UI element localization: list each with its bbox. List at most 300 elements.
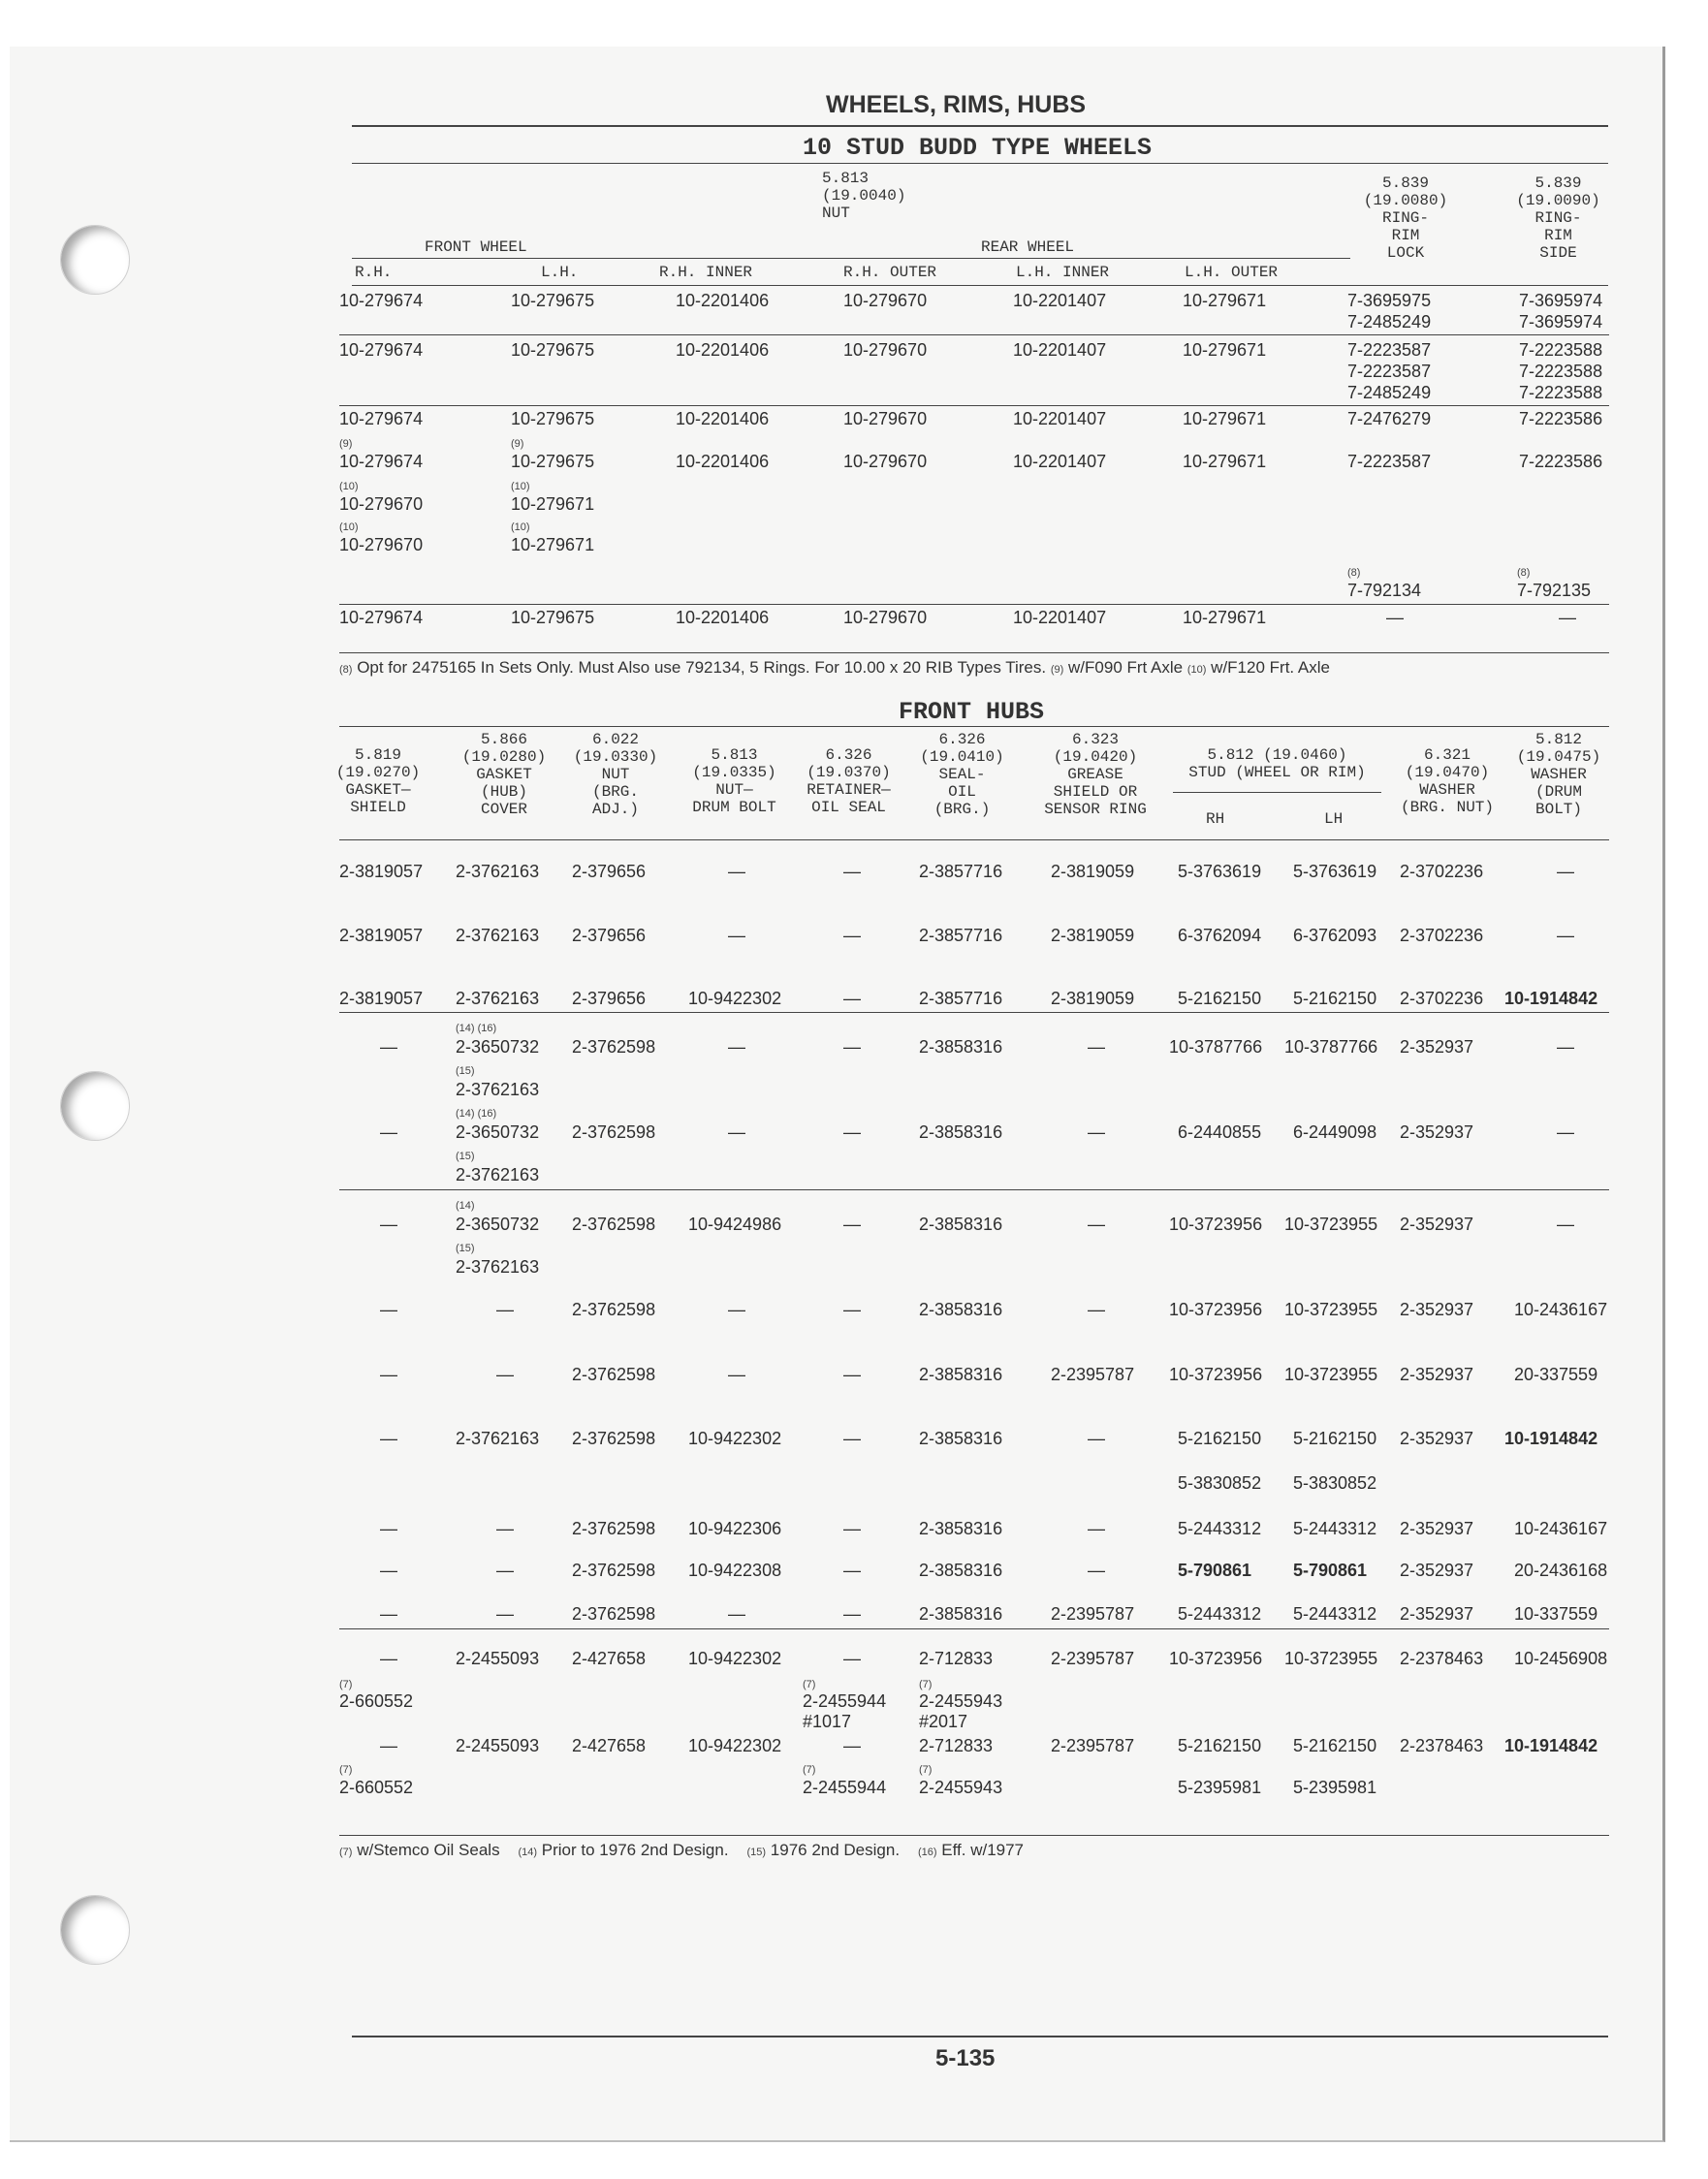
- cell-gasket-shield: 2-3819057: [339, 926, 424, 945]
- hubs-header-rule: [339, 839, 1609, 840]
- cell-gasket-shield: —: [380, 1037, 397, 1057]
- binder-hole-middle: [60, 1071, 130, 1141]
- footnote-ref: (7): [919, 1679, 933, 1690]
- cell-nut-brg-adj: 2-3762598: [572, 1519, 656, 1538]
- cell-washer-brg-nut: 2-3702236: [1400, 989, 1484, 1008]
- cell-grease-shield: —: [1088, 1561, 1105, 1580]
- cell-rh-outer: 10-279670: [843, 291, 928, 310]
- cell-washer-drum-bolt: 10-2436167: [1514, 1519, 1608, 1538]
- cell-retainer-oil-seal: —: [843, 989, 861, 1008]
- footnote-ref: (15): [456, 1243, 475, 1254]
- cell-washer-brg-nut: 2-352937: [1400, 1604, 1474, 1624]
- cell-lh-inner: 10-2201407: [1013, 452, 1107, 471]
- cell-gasket-hub-cover: 2-3762163: [456, 1080, 540, 1099]
- cell-lh: 10-279675: [511, 452, 595, 471]
- footnote-ref: (15): [456, 1151, 475, 1162]
- footnote-ref: (9): [511, 438, 524, 450]
- cell-nut-drum-bolt: 10-9422302: [688, 1649, 782, 1668]
- cell-lh: 10-279671: [511, 494, 595, 514]
- cell-nut-drum-bolt: —: [728, 1604, 745, 1624]
- cell-stud-rh: 10-3723956: [1169, 1649, 1263, 1668]
- page-number: 5-135: [935, 2045, 996, 2071]
- cell-stud-rh: 10-3723956: [1169, 1300, 1263, 1319]
- cell-washer-drum-bolt: 10-2436167: [1514, 1300, 1608, 1319]
- cell-grease-shield: 2-3819059: [1051, 989, 1135, 1008]
- cell-lock: 7-2223587: [1347, 362, 1432, 381]
- cell-gasket-hub-cover: —: [496, 1365, 514, 1384]
- cell-washer-drum-bolt: 10-337559: [1514, 1604, 1598, 1624]
- cell-retainer-oil-seal: —: [843, 1037, 861, 1057]
- cell-stud-lh: 5-2162150: [1293, 1736, 1377, 1755]
- cell-rh-inner: 10-2201406: [676, 291, 770, 310]
- footnote-ref: (7): [919, 1764, 933, 1776]
- cell-retainer-oil-seal: —: [843, 1736, 861, 1755]
- cell-gasket-shield: 2-3819057: [339, 862, 424, 881]
- cell-washer-brg-nut: 2-2378463: [1400, 1736, 1484, 1755]
- cell-nut-brg-adj: 2-3762598: [572, 1300, 656, 1319]
- cell-lh-inner: 10-2201407: [1013, 291, 1107, 310]
- cell-stud-rh: 6-2440855: [1178, 1122, 1262, 1142]
- cell-nut-drum-bolt: 10-9422302: [688, 1736, 782, 1755]
- cell-stud-lh: 10-3723955: [1284, 1649, 1378, 1668]
- cell-gasket-hub-cover: 2-2455093: [456, 1649, 540, 1668]
- cell-seal-oil: 2-3858316: [919, 1561, 1003, 1580]
- row-rule: [339, 1628, 1609, 1629]
- cell-gasket-hub-cover: 2-3762163: [456, 926, 540, 945]
- cell-stud-rh: 10-3723956: [1169, 1365, 1263, 1384]
- cell-lh: 10-279675: [511, 340, 595, 360]
- cell-grease-shield: 2-2395787: [1051, 1736, 1135, 1755]
- cell-rh: 10-279674: [339, 452, 424, 471]
- hub-rh-header: RH: [1206, 810, 1225, 828]
- cell-stud-lh: 6-3762093: [1293, 926, 1377, 945]
- cell-seal-oil: 2-3857716: [919, 989, 1003, 1008]
- cell-lh-outer: 10-279671: [1183, 409, 1267, 428]
- cell-nut-brg-adj: 2-379656: [572, 989, 647, 1008]
- cell-gasket-shield: 2-660552: [339, 1778, 414, 1797]
- cell-nut-drum-bolt: —: [728, 1037, 745, 1057]
- hubs-section-title: FRONT HUBS: [899, 698, 1045, 726]
- cell-side: 7-3695974: [1519, 291, 1603, 310]
- cell-rh: 10-279674: [339, 291, 424, 310]
- rear-wheel-header: REAR WHEEL: [981, 238, 1075, 256]
- row-rule: [339, 604, 1609, 605]
- footnote-text: w/F120 Frt. Axle: [1211, 658, 1330, 677]
- cell-nut-brg-adj: 2-3762598: [572, 1365, 656, 1384]
- footnote-ref: (10): [511, 521, 530, 533]
- cell-gasket-shield: —: [380, 1736, 397, 1755]
- cell-gasket-shield: —: [380, 1561, 397, 1580]
- cell-seal-oil: 2-712833: [919, 1649, 994, 1668]
- cell-side: 7-792135: [1517, 581, 1592, 600]
- row-rule: [339, 334, 1609, 335]
- footnote-ref: (15): [746, 1847, 767, 1858]
- footnote-ref: (14): [456, 1200, 475, 1212]
- cell-washer-drum-bolt: 10-2456908: [1514, 1649, 1608, 1668]
- cell-washer-drum-bolt: —: [1557, 1037, 1574, 1057]
- cell-gasket-shield: —: [380, 1300, 397, 1319]
- cell-gasket-shield: 2-660552: [339, 1691, 414, 1711]
- cell-stud-lh: 5-2162150: [1293, 989, 1377, 1008]
- footnote-text: Prior to 1976 2nd Design.: [541, 1841, 729, 1859]
- cell-nut-drum-bolt: 10-9422306: [688, 1519, 782, 1538]
- cell-nut-brg-adj: 2-3762598: [572, 1429, 656, 1448]
- cell-retainer-oil-seal: —: [843, 1215, 861, 1234]
- cell-gasket-shield: 2-3819057: [339, 989, 424, 1008]
- cell-stud-lh: 10-3723955: [1284, 1215, 1378, 1234]
- footnote-text: 1976 2nd Design.: [770, 1841, 901, 1859]
- cell-lh: 10-279675: [511, 291, 595, 310]
- cell-lock: 7-2485249: [1347, 312, 1432, 332]
- cell-washer-brg-nut: 2-352937: [1400, 1037, 1474, 1057]
- cell-retainer-oil-seal: —: [843, 1604, 861, 1624]
- cell-lh-inner: 10-2201407: [1013, 340, 1107, 360]
- cell-gasket-hub-cover: —: [496, 1519, 514, 1538]
- cell-stud-lh: 5-2162150: [1293, 1429, 1377, 1448]
- cell-stud-rh: 5-3830852: [1178, 1473, 1262, 1493]
- cell-gasket-hub-cover: —: [496, 1300, 514, 1319]
- hub-col4-header: 5.813 (19.0335) NUT— DRUM BOLT: [692, 746, 776, 816]
- footnote-ref: (9): [339, 438, 353, 450]
- footer-rule: [352, 2036, 1608, 2037]
- page-title: WHEELS, RIMS, HUBS: [826, 91, 1087, 118]
- cell-stud-lh: 5-2395981: [1293, 1778, 1377, 1797]
- cell-lh: 10-279675: [511, 409, 595, 428]
- cell-gasket-hub-cover: 2-3650732: [456, 1122, 540, 1142]
- cell-washer-brg-nut: 2-352937: [1400, 1365, 1474, 1384]
- footnote-text: Eff. w/1977: [941, 1841, 1025, 1859]
- cell-washer-drum-bolt: —: [1557, 862, 1574, 881]
- cell-side: 7-2223588: [1519, 340, 1603, 360]
- nut-header: 5.813 (19.0040) NUT: [822, 170, 906, 222]
- cell-nut-drum-bolt: 10-9422302: [688, 1429, 782, 1448]
- cell-stud-rh: 5-2162150: [1178, 1429, 1262, 1448]
- footnote-ref: (16): [917, 1847, 937, 1858]
- cell-lh-inner: 10-2201407: [1013, 608, 1107, 627]
- cell-nut-brg-adj: 2-427658: [572, 1736, 647, 1755]
- cell-washer-brg-nut: 2-3702236: [1400, 862, 1484, 881]
- cell-seal-oil: 2-3858316: [919, 1300, 1003, 1319]
- row-rule: [339, 405, 1609, 406]
- rh-outer-header: R.H. OUTER: [843, 264, 937, 281]
- cell-grease-shield: —: [1088, 1300, 1105, 1319]
- cell-washer-brg-nut: 2-3702236: [1400, 926, 1484, 945]
- hubs-bottom-rule: [339, 1835, 1609, 1836]
- cell-rh-outer: 10-279670: [843, 409, 928, 428]
- cell-lock: 7-2223587: [1347, 452, 1432, 471]
- cell-stud-rh: 10-3723956: [1169, 1215, 1263, 1234]
- hubs-footnotes: [339, 1841, 1024, 1860]
- cell-lock: 7-792134: [1347, 581, 1422, 600]
- cell-washer-drum-bolt: 10-1914842: [1504, 1736, 1598, 1755]
- wheels-bottom-rule: [339, 652, 1609, 653]
- footnote-ref: (8): [339, 664, 353, 676]
- cell-nut-drum-bolt: 10-9424986: [688, 1215, 782, 1234]
- cell-seal-oil: #2017: [919, 1712, 968, 1731]
- cell-seal-oil: 2-2455943: [919, 1778, 1003, 1797]
- hub-col6-header: 6.326 (19.0410) SEAL- OIL (BRG.): [920, 731, 1004, 818]
- cell-stud-rh: 5-790861: [1178, 1561, 1252, 1580]
- cell-washer-drum-bolt: 20-337559: [1514, 1365, 1598, 1384]
- footnote-ref: (15): [456, 1065, 475, 1077]
- cell-washer-drum-bolt: 10-1914842: [1504, 1429, 1598, 1448]
- footnote-ref: (7): [339, 1847, 353, 1858]
- wheel-header-rule: [352, 285, 1608, 286]
- cell-stud-rh: 6-3762094: [1178, 926, 1262, 945]
- cell-gasket-shield: —: [380, 1649, 397, 1668]
- footnote-ref: (14) (16): [456, 1023, 497, 1034]
- cell-stud-lh: 10-3723955: [1284, 1300, 1378, 1319]
- cell-grease-shield: 2-2395787: [1051, 1604, 1135, 1624]
- cell-gasket-shield: —: [380, 1215, 397, 1234]
- hub-col2-header: 5.866 (19.0280) GASKET (HUB) COVER: [461, 731, 547, 818]
- cell-side: 7-3695974: [1519, 312, 1603, 332]
- cell-stud-lh: 5-3830852: [1293, 1473, 1377, 1493]
- footnote-ref: (10): [339, 521, 359, 533]
- cell-seal-oil: 2-3858316: [919, 1519, 1003, 1538]
- cell-washer-brg-nut: 2-2378463: [1400, 1649, 1484, 1668]
- cell-grease-shield: —: [1088, 1215, 1105, 1234]
- cell-nut-brg-adj: 2-379656: [572, 862, 647, 881]
- cell-nut-brg-adj: 2-3762598: [572, 1561, 656, 1580]
- cell-grease-shield: —: [1088, 1122, 1105, 1142]
- stud-header-rule: [1173, 792, 1381, 793]
- cell-side: 7-2223588: [1519, 362, 1603, 381]
- footnote-text: w/F090 Frt Axle: [1068, 658, 1184, 677]
- cell-stud-rh: 5-2162150: [1178, 1736, 1262, 1755]
- cell-nut-drum-bolt: —: [728, 1365, 745, 1384]
- cell-retainer-oil-seal: —: [843, 1561, 861, 1580]
- cell-rh: 10-279674: [339, 608, 424, 627]
- footnote-ref: (8): [1347, 567, 1361, 579]
- cell-nut-drum-bolt: —: [728, 1300, 745, 1319]
- footnote-ref: (7): [803, 1679, 816, 1690]
- cell-retainer-oil-seal: 2-2455944: [803, 1778, 887, 1797]
- cell-gasket-shield: —: [380, 1519, 397, 1538]
- cell-stud-lh: 5-790861: [1293, 1561, 1368, 1580]
- cell-seal-oil: 2-3858316: [919, 1122, 1003, 1142]
- binder-hole-bottom: [60, 1895, 130, 1965]
- cell-washer-brg-nut: 2-352937: [1400, 1215, 1474, 1234]
- cell-washer-brg-nut: 2-352937: [1400, 1561, 1474, 1580]
- cell-stud-lh: 5-2443312: [1293, 1604, 1377, 1624]
- cell-retainer-oil-seal: —: [843, 926, 861, 945]
- cell-lock: 7-3695975: [1347, 291, 1432, 310]
- cell-retainer-oil-seal: —: [843, 862, 861, 881]
- cell-nut-brg-adj: 2-3762598: [572, 1037, 656, 1057]
- cell-grease-shield: 2-2395787: [1051, 1365, 1135, 1384]
- wheels-top-rule: [352, 163, 1608, 164]
- cell-lh-outer: 10-279671: [1183, 452, 1267, 471]
- cell-rh: 10-279670: [339, 494, 424, 514]
- cell-rh-outer: 10-279670: [843, 452, 928, 471]
- cell-washer-drum-bolt: —: [1557, 926, 1574, 945]
- cell-gasket-hub-cover: —: [496, 1561, 514, 1580]
- cell-gasket-shield: —: [380, 1429, 397, 1448]
- cell-retainer-oil-seal: —: [843, 1365, 861, 1384]
- cell-rh-inner: 10-2201406: [676, 452, 770, 471]
- cell-washer-drum-bolt: 20-2436168: [1514, 1561, 1608, 1580]
- cell-retainer-oil-seal: #1017: [803, 1712, 852, 1731]
- cell-grease-shield: 2-3819059: [1051, 926, 1135, 945]
- cell-stud-rh: 5-2162150: [1178, 989, 1262, 1008]
- footnote-ref: (10): [1186, 664, 1207, 676]
- hub-col10-header: 6.321 (19.0470) WASHER (BRG. NUT): [1400, 746, 1494, 816]
- cell-retainer-oil-seal: —: [843, 1122, 861, 1142]
- cell-grease-shield: —: [1088, 1429, 1105, 1448]
- cell-lock: 7-2476279: [1347, 409, 1432, 428]
- cell-gasket-hub-cover: 2-3650732: [456, 1215, 540, 1234]
- cell-washer-brg-nut: 2-352937: [1400, 1519, 1474, 1538]
- cell-nut-drum-bolt: 10-9422302: [688, 989, 782, 1008]
- wheel-group-rule: [352, 258, 1350, 259]
- cell-side: 7-2223586: [1519, 409, 1603, 428]
- cell-gasket-shield: —: [380, 1365, 397, 1384]
- cell-washer-brg-nut: 2-352937: [1400, 1429, 1474, 1448]
- cell-stud-rh: 5-2443312: [1178, 1604, 1262, 1624]
- row-rule: [339, 1012, 1609, 1013]
- cell-nut-brg-adj: 2-3762598: [572, 1604, 656, 1624]
- cell-gasket-shield: —: [380, 1604, 397, 1624]
- footnote-text: Opt for 2475165 In Sets Only. Must Also use 792134, 5 Rings. For 10.00 x 20 RIB Types Tires.: [357, 658, 1047, 677]
- cell-nut-brg-adj: 2-379656: [572, 926, 647, 945]
- cell-retainer-oil-seal: —: [843, 1649, 861, 1668]
- cell-seal-oil: 2-3858316: [919, 1037, 1003, 1057]
- cell-stud-lh: 10-3723955: [1284, 1365, 1378, 1384]
- cell-grease-shield: —: [1088, 1519, 1105, 1538]
- cell-retainer-oil-seal: 2-2455944: [803, 1691, 887, 1711]
- footnote-ref: (7): [339, 1679, 353, 1690]
- cell-gasket-shield: —: [380, 1122, 397, 1142]
- cell-grease-shield: 2-3819059: [1051, 862, 1135, 881]
- cell-lh: 10-279675: [511, 608, 595, 627]
- cell-lock: 7-2485249: [1347, 383, 1432, 402]
- cell-seal-oil: 2-2455943: [919, 1691, 1003, 1711]
- cell-retainer-oil-seal: —: [843, 1300, 861, 1319]
- cell-nut-drum-bolt: —: [728, 926, 745, 945]
- hub-stud-header: 5.812 (19.0460) STUD (WHEEL OR RIM): [1188, 746, 1366, 781]
- cell-gasket-hub-cover: 2-3762163: [456, 1257, 540, 1277]
- footnote-text: w/Stemco Oil Seals: [357, 1841, 500, 1859]
- hub-col7-header: 6.323 (19.0420) GREASE SHIELD OR SENSOR RING: [1044, 731, 1147, 818]
- footnote-ref: (14) (16): [456, 1108, 497, 1120]
- ring-rim-side-header: 5.839 (19.0090) RING- RIM SIDE: [1516, 174, 1600, 262]
- cell-nut-drum-bolt: —: [728, 1122, 745, 1142]
- footnote-ref: (7): [339, 1764, 353, 1776]
- footnote-ref: (10): [339, 481, 359, 492]
- cell-seal-oil: 2-3857716: [919, 926, 1003, 945]
- cell-stud-lh: 5-3763619: [1293, 862, 1377, 881]
- hubs-top-rule: [339, 726, 1609, 727]
- cell-lock: 7-2223587: [1347, 340, 1432, 360]
- cell-gasket-hub-cover: 2-3650732: [456, 1037, 540, 1057]
- hub-col5-header: 6.326 (19.0370) RETAINER— OIL SEAL: [807, 746, 891, 816]
- cell-nut-brg-adj: 2-3762598: [572, 1122, 656, 1142]
- cell-gasket-hub-cover: 2-3762163: [456, 1429, 540, 1448]
- cell-rh-inner: 10-2201406: [676, 340, 770, 360]
- footnote-ref: (8): [1517, 567, 1531, 579]
- cell-stud-rh: 10-3787766: [1169, 1037, 1263, 1057]
- cell-rh: 10-279674: [339, 340, 424, 360]
- footnote-ref: (14): [518, 1847, 538, 1858]
- footnote-ref: (10): [511, 481, 530, 492]
- cell-gasket-hub-cover: 2-3762163: [456, 862, 540, 881]
- lh-outer-header: L.H. OUTER: [1185, 264, 1279, 281]
- cell-gasket-hub-cover: 2-2455093: [456, 1736, 540, 1755]
- cell-washer-drum-bolt: —: [1557, 1122, 1574, 1142]
- cell-rh: 10-279674: [339, 409, 424, 428]
- cell-side: 7-2223586: [1519, 452, 1603, 471]
- lh-header: L.H.: [541, 264, 579, 281]
- front-wheel-header: FRONT WHEEL: [425, 238, 527, 256]
- lh-inner-header: L.H. INNER: [1016, 264, 1110, 281]
- cell-side: —: [1559, 608, 1576, 627]
- footnote-ref: (7): [803, 1764, 816, 1776]
- row-rule: [339, 1189, 1609, 1190]
- cell-stud-lh: 6-2449098: [1293, 1122, 1377, 1142]
- cell-seal-oil: 2-3857716: [919, 862, 1003, 881]
- ring-rim-lock-header: 5.839 (19.0080) RING- RIM LOCK: [1363, 174, 1448, 262]
- cell-seal-oil: 2-3858316: [919, 1429, 1003, 1448]
- cell-seal-oil: 2-3858316: [919, 1365, 1003, 1384]
- wheels-section-title: 10 STUD BUDD TYPE WHEELS: [803, 134, 1153, 162]
- rh-inner-header: R.H. INNER: [659, 264, 753, 281]
- cell-seal-oil: 2-3858316: [919, 1215, 1003, 1234]
- hub-lh-header: LH: [1324, 810, 1344, 828]
- cell-rh-outer: 10-279670: [843, 340, 928, 360]
- cell-lh-outer: 10-279671: [1183, 340, 1267, 360]
- cell-grease-shield: 2-2395787: [1051, 1649, 1135, 1668]
- cell-stud-rh: 5-3763619: [1178, 862, 1262, 881]
- cell-nut-brg-adj: 2-3762598: [572, 1215, 656, 1234]
- wheels-footnotes: [339, 658, 1330, 678]
- cell-stud-lh: 5-2443312: [1293, 1519, 1377, 1538]
- cell-washer-brg-nut: 2-352937: [1400, 1122, 1474, 1142]
- cell-stud-rh: 5-2443312: [1178, 1519, 1262, 1538]
- cell-seal-oil: 2-3858316: [919, 1604, 1003, 1624]
- cell-lock: —: [1386, 608, 1404, 627]
- cell-washer-drum-bolt: —: [1557, 1215, 1574, 1234]
- cell-lh-outer: 10-279671: [1183, 291, 1267, 310]
- cell-rh-inner: 10-2201406: [676, 608, 770, 627]
- binder-hole-top: [60, 225, 130, 295]
- cell-gasket-hub-cover: 2-3762163: [456, 1165, 540, 1184]
- cell-rh-outer: 10-279670: [843, 608, 928, 627]
- cell-grease-shield: —: [1088, 1037, 1105, 1057]
- cell-nut-drum-bolt: 10-9422308: [688, 1561, 782, 1580]
- cell-nut-brg-adj: 2-427658: [572, 1649, 647, 1668]
- cell-retainer-oil-seal: —: [843, 1429, 861, 1448]
- cell-stud-rh: 5-2395981: [1178, 1778, 1262, 1797]
- hub-col1-header: 5.819 (19.0270) GASKET— SHIELD: [335, 746, 421, 816]
- cell-washer-drum-bolt: 10-1914842: [1504, 989, 1598, 1008]
- cell-lh-outer: 10-279671: [1183, 608, 1267, 627]
- cell-stud-lh: 10-3787766: [1284, 1037, 1378, 1057]
- hub-col3-header: 6.022 (19.0330) NUT (BRG. ADJ.): [573, 731, 658, 818]
- cell-retainer-oil-seal: —: [843, 1519, 861, 1538]
- title-rule: [352, 125, 1608, 127]
- cell-gasket-hub-cover: 2-3762163: [456, 989, 540, 1008]
- cell-nut-drum-bolt: —: [728, 862, 745, 881]
- rh-header: R.H.: [355, 264, 393, 281]
- cell-rh: 10-279670: [339, 535, 424, 554]
- cell-washer-brg-nut: 2-352937: [1400, 1300, 1474, 1319]
- footnote-ref: (9): [1050, 664, 1064, 676]
- cell-lh-inner: 10-2201407: [1013, 409, 1107, 428]
- cell-lh: 10-279671: [511, 535, 595, 554]
- cell-rh-inner: 10-2201406: [676, 409, 770, 428]
- cell-side: 7-2223588: [1519, 383, 1603, 402]
